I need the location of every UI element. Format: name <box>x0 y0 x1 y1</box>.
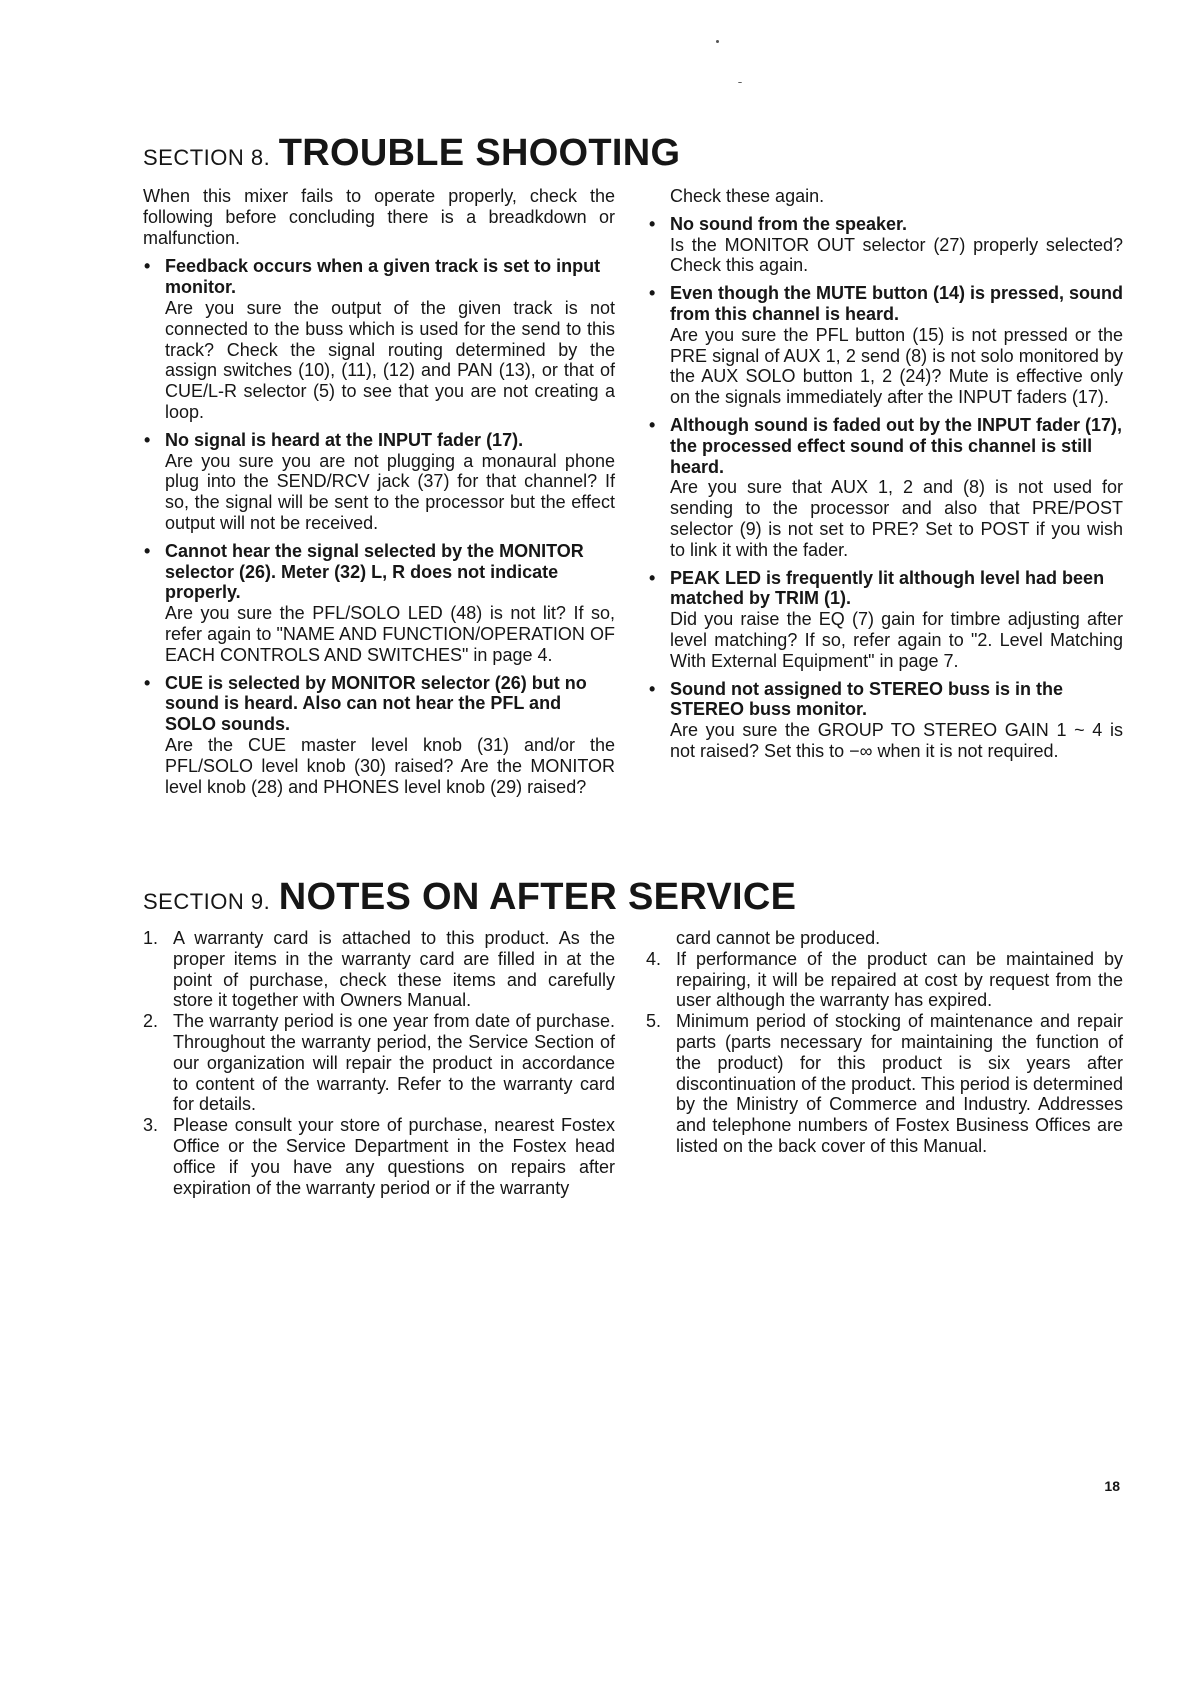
bullet-icon: • <box>144 256 151 277</box>
trouble-symptom: Even though the MUTE button (14) is pressed, sound from this channel is heard. <box>670 283 1124 324</box>
section-8-right-column <box>648 186 1123 769</box>
note-number: 1. <box>143 928 159 948</box>
trouble-remedy: Did you raise the EQ (7) gain for timbre adjusting after level matching? If so, refer again to "2. Level Matching With External Equipment" in page 7. <box>670 609 1123 671</box>
trouble-symptom: PEAK LED is frequently lit although level had been matched by TRIM (1). <box>670 567 1105 609</box>
trouble-item <box>143 673 615 798</box>
page-number: 18 <box>1104 1478 1120 1494</box>
trouble-item <box>648 679 1123 762</box>
section-8-title: TROUBLE SHOOTING <box>278 132 681 174</box>
section-9-label: SECTION 9. <box>143 889 271 914</box>
trouble-symptom: Feedback occurs when a given track is set to input monitor. <box>165 256 601 298</box>
section-8-heading <box>143 132 680 175</box>
section-8-intro: When this mixer fails to operate properly, check the following before concluding there is a breadkdown or malfunction. <box>143 186 615 248</box>
scan-speck <box>716 40 719 43</box>
service-note <box>143 1011 615 1115</box>
section-9-heading <box>143 876 796 919</box>
note-number: 3. <box>143 1115 159 1136</box>
trouble-remedy: Are you sure the PFL/SOLO LED (48) is not lit? If so, refer again to "NAME AND FUNCTION/OPERATION OF EACH CONTROLS AND SWITCHES" in page 4. <box>165 603 615 665</box>
trouble-symptom: No sound from the speaker. <box>670 213 908 234</box>
section-8-left-column <box>143 186 615 804</box>
trouble-symptom: CUE is selected by MONITOR selector (26) but no sound is heard. Also can not hear the PFL and SOLO sounds. <box>165 672 587 735</box>
trouble-symptom: Although sound is faded out by the INPUT fader (17), the processed effect sound of this channel is still heard. <box>670 414 1123 477</box>
note-text: Please consult your store of purchase, nearest Fostex Office or the Service Department in the Fostex head office if you have any questions on repairs after expiration of the warranty period or if the warranty <box>173 1115 615 1198</box>
trouble-item <box>143 541 615 666</box>
trouble-remedy: Are you sure the output of the given track is not connected to the buss which is used for the send to this track? Check the signal routing determined by the assign switches (10), (11), (12) and PAN (13), or that of CUE/L-R selector (5) to see that you are not creating a loop. <box>165 297 615 422</box>
trouble-item <box>143 256 615 422</box>
note-text: Minimum period of stocking of maintenance and repair parts (parts necessary for maintaining the function of the product) for this product is six years after discontinuation of the product. This period is determined by the Ministry of Commerce and Industry. Addresses and telephone numbers of Fostex Business Offices are listed on the back cover of this Manual. <box>676 1011 1123 1156</box>
section-9-right-column <box>646 928 1123 1157</box>
service-note <box>646 1011 1123 1157</box>
bullet-icon: • <box>144 672 151 693</box>
note-text: A warranty card is attached to this product. As the proper items in the warranty card are filled in at the point of purchase, check these items and carefully store it together with Owners Manual. <box>173 928 615 1011</box>
scan-speck <box>738 82 742 83</box>
note-number: 2. <box>143 1011 159 1032</box>
trouble-item <box>143 430 615 534</box>
note-number: 4. <box>646 948 662 969</box>
bullet-icon: • <box>649 213 656 234</box>
note-text: The warranty period is one year from date of purchase. Throughout the warranty period, the Service Section of our organization will repair the product in accordance to content of the warranty. Refer to the warranty card for details. <box>173 1011 615 1115</box>
service-note <box>143 928 615 1011</box>
bullet-icon: • <box>144 429 151 450</box>
trouble-remedy: Are you sure the GROUP TO STEREO GAIN 1 ~ 4 is not raised? Set this to −∞ when it is not required. <box>670 720 1123 761</box>
trouble-remedy: Is the MONITOR OUT selector (27) properly selected? Check this again. <box>670 234 1123 276</box>
section-9-continuation: card cannot be produced. <box>676 928 881 948</box>
section-8-label: SECTION 8. <box>143 145 271 170</box>
trouble-remedy: Are you sure the PFL button (15) is not pressed or the PRE signal of AUX 1, 2 send (8) is not solo monitored by the AUX SOLO button 1, 2 (24)? Mute is effective only on the signals immediately after the INPUT faders (17). <box>670 324 1123 408</box>
trouble-remedy: Are you sure that AUX 1, 2 and (8) is not used for sending to the processor and also that PRE/POST selector (9) is not set to PRE? Set to POST if you wish to link it with the fader. <box>670 477 1123 560</box>
bullet-icon: • <box>649 414 656 435</box>
service-note <box>646 949 1123 1011</box>
bullet-icon: • <box>144 540 151 561</box>
section-9-left-column <box>143 928 615 1198</box>
note-text: If performance of the product can be maintained by repairing, it will be repaired at cost by request from the user although the warranty has expired. <box>676 948 1123 1011</box>
bullet-icon: • <box>649 567 656 588</box>
section-8-continuation: Check these again. <box>670 186 825 206</box>
service-note <box>143 1115 615 1198</box>
trouble-remedy: Are you sure you are not plugging a monaural phone plug into the SEND/RCV jack (37) for that channel? If so, the signal will be sent to the processor but the effect output will not be received. <box>165 450 615 533</box>
trouble-item <box>648 214 1123 276</box>
bullet-icon: • <box>649 678 656 699</box>
trouble-item <box>648 415 1123 561</box>
trouble-item <box>648 568 1123 672</box>
trouble-symptom: Cannot hear the signal selected by the MONITOR selector (26). Meter (32) L, R does not indicate properly. <box>165 540 584 603</box>
trouble-symptom: Sound not assigned to STEREO buss is in the STEREO buss monitor. <box>670 678 1064 720</box>
note-number: 5. <box>646 1011 662 1032</box>
bullet-icon: • <box>649 283 656 304</box>
trouble-symptom: No signal is heard at the INPUT fader (17). <box>165 429 524 450</box>
section-9-title: NOTES ON AFTER SERVICE <box>278 876 797 918</box>
trouble-item <box>648 283 1123 408</box>
trouble-remedy: Are the CUE master level knob (31) and/or the PFL/SOLO level knob (30) raised? Are the MONITOR level knob (28) and PHONES level knob (29) raised? <box>165 734 615 797</box>
